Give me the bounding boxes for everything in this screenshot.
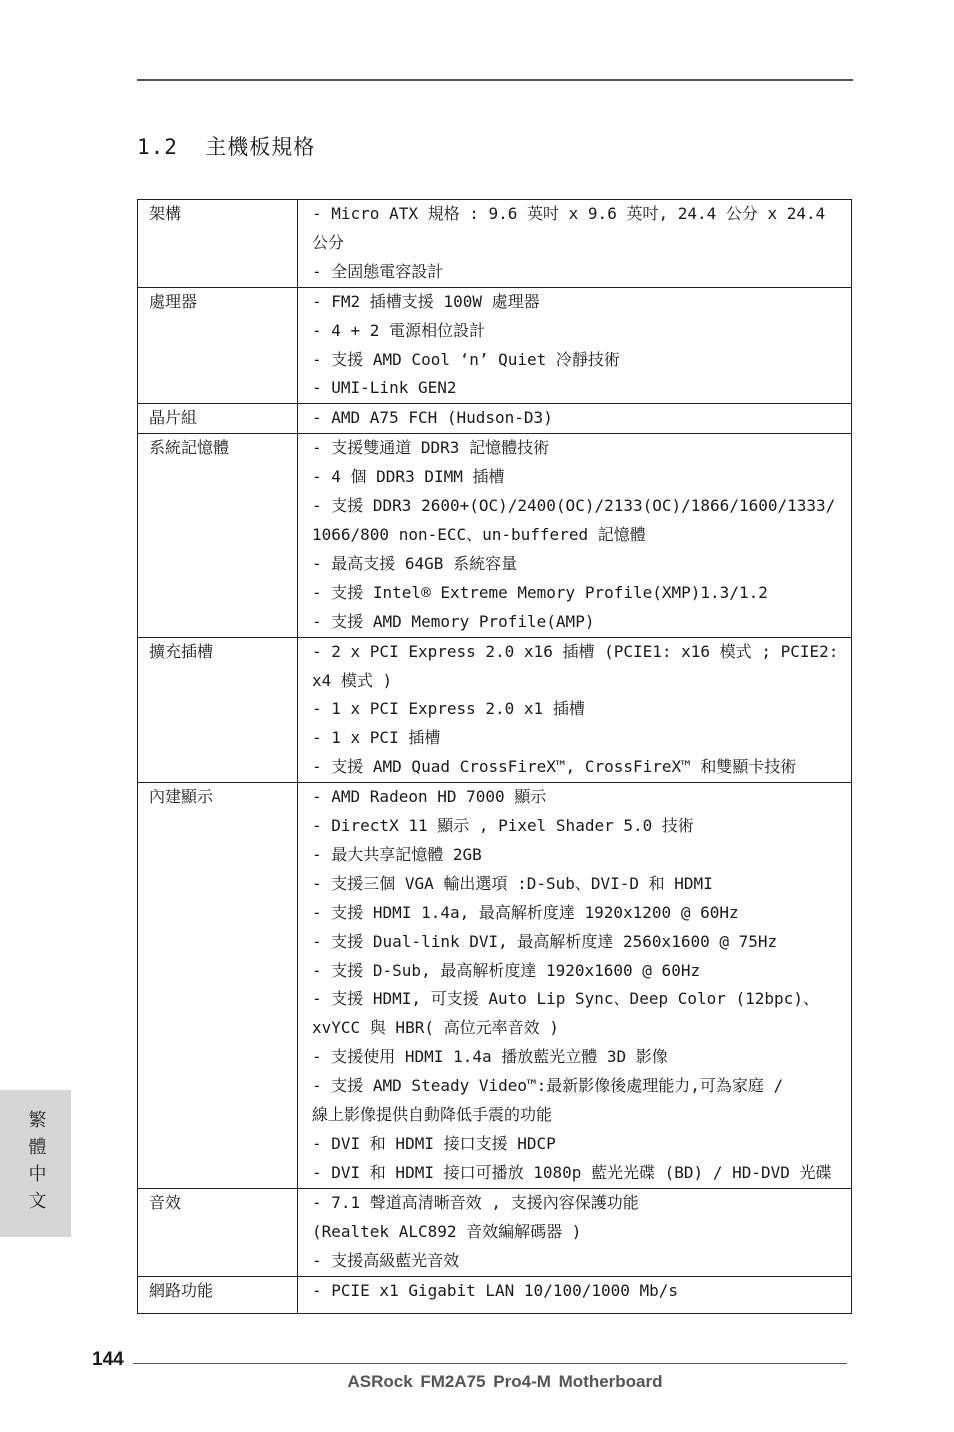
section-title: 1.2 主機板規格 <box>137 135 316 159</box>
spec-label: 音效 <box>138 1188 298 1276</box>
spec-table <box>137 199 852 1314</box>
spec-value-line: - Micro ATX 規格 : 9.6 英吋 x 9.6 英吋, 24.4 公分 x 24.4 <box>312 204 826 223</box>
spec-row <box>138 287 852 404</box>
spec-value-line: - UMI-Link GEN2 <box>312 378 457 398</box>
spec-value-line: - 支援 Intel® Extreme Memory Profile(XMP)1.3/1.2 <box>312 582 768 602</box>
spec-row <box>138 637 852 783</box>
spec-value-line: - DVI 和 HDMI 接口可播放 1080p 藍光光碟 (BD) / HD-DVD 光碟 <box>312 1162 832 1182</box>
spec-label: 內建顯示 <box>138 783 298 1189</box>
footer-rule <box>133 1363 847 1364</box>
spec-label: 網路功能 <box>138 1276 298 1314</box>
spec-value-line: - 支援 AMD Steady Video™:最新影像後處理能力,可為家庭 / <box>312 1076 784 1096</box>
spec-value-line: - 支援 HDMI, 可支援 Auto Lip Sync、Deep Color (12bpc)、 <box>312 989 819 1009</box>
spec-row <box>138 1276 852 1314</box>
spec-value-line: - 支援 DDR3 2600+(OC)/2400(OC)/2133(OC)/1866/1600/1333/ <box>312 496 836 516</box>
spec-label: 晶片組 <box>138 404 298 434</box>
spec-value-line: - 支援 D-Sub, 最高解析度達 1920x1600 @ 60Hz <box>312 960 701 980</box>
spec-value-line: - DirectX 11 顯示 , Pixel Shader 5.0 技術 <box>312 816 694 836</box>
spec-value-line: - 支援使用 HDMI 1.4a 播放藍光立體 3D 影像 <box>312 1047 668 1067</box>
spec-value-line: - PCIE x1 Gigabit LAN 10/100/1000 Mb/s <box>312 1280 679 1300</box>
spec-value-line: - 7.1 聲道高清晰音效 , 支援內容保護功能 <box>312 1192 639 1212</box>
spec-value <box>298 637 852 783</box>
spec-value-line: - 全固態電容設計 <box>312 261 444 281</box>
spec-value <box>298 404 852 434</box>
spec-value-line: - 支援 AMD Quad CrossFireX™, CrossFireX™ 和雙顯卡技術 <box>312 757 797 777</box>
side-tab-label: 繁體中文 <box>25 1109 47 1218</box>
spec-value-line: - DVI 和 HDMI 接口支援 HDCP <box>312 1134 556 1153</box>
spec-value-line: 線上影像提供自動降低手震的功能 <box>312 1105 553 1125</box>
spec-value <box>298 1276 852 1314</box>
spec-label: 擴充插槽 <box>138 637 298 783</box>
spec-value <box>298 1188 852 1276</box>
spec-label: 架構 <box>138 200 298 288</box>
spec-value-line: - 支援 HDMI 1.4a, 最高解析度達 1920x1200 @ 60Hz <box>312 902 739 922</box>
footer-title: ASRock FM2A75 Pro4-M Motherboard <box>347 1372 663 1391</box>
spec-value-line: - 4 個 DDR3 DIMM 插槽 <box>312 467 505 487</box>
spec-value-line: - 支援 AMD Cool ‘n’ Quiet 冷靜技術 <box>312 349 620 369</box>
spec-value <box>298 434 852 637</box>
spec-row <box>138 404 852 434</box>
spec-value-line: 公分 <box>312 232 345 252</box>
language-side-tab <box>0 1090 71 1237</box>
spec-row <box>138 200 852 288</box>
spec-row <box>138 783 852 1189</box>
spec-row <box>138 1188 852 1276</box>
spec-value-line: - 支援 AMD Memory Profile(AMP) <box>312 611 595 631</box>
spec-value-line: - 4 + 2 電源相位設計 <box>312 320 486 340</box>
spec-value-line: - AMD A75 FCH (Hudson-D3) <box>312 408 553 428</box>
spec-table-body <box>138 200 852 1314</box>
spec-value-line: - 支援 Dual-link DVI, 最高解析度達 2560x1600 @ 75Hz <box>312 931 778 951</box>
spec-value-line: - 支援高級藍光音效 <box>312 1250 460 1270</box>
spec-value-line: - 支援雙通道 DDR3 記憶體技術 <box>312 438 550 458</box>
spec-value-line: xvYCC 與 HBR( 高位元率音效 ) <box>312 1018 559 1038</box>
spec-value-line: x4 模式 ) <box>312 670 393 690</box>
spec-value-line: - 1 x PCI Express 2.0 x1 插槽 <box>312 699 585 719</box>
spec-value-line: - AMD Radeon HD 7000 顯示 <box>312 787 547 807</box>
header-rule <box>137 79 853 81</box>
spec-value-line: - 2 x PCI Express 2.0 x16 插槽 (PCIE1: x16 模式 ; PCIE2: <box>312 641 839 661</box>
spec-value-line: - 最高支援 64GB 系統容量 <box>312 553 518 573</box>
spec-value-line: (Realtek ALC892 音效編解碼器 ) <box>312 1221 582 1241</box>
spec-value <box>298 200 852 288</box>
spec-value-line: 1066/800 non-ECC、un-buffered 記憶體 <box>312 524 646 544</box>
spec-value-line: - FM2 插槽支援 100W 處理器 <box>312 291 540 311</box>
spec-value <box>298 783 852 1189</box>
spec-value-line: - 支援三個 VGA 輸出選項 :D-Sub、DVI-D 和 HDMI <box>312 873 713 893</box>
spec-value-line: - 最大共享記憶體 2GB <box>312 844 482 864</box>
spec-label: 系統記憶體 <box>138 434 298 637</box>
spec-label: 處理器 <box>138 287 298 404</box>
page-number: 144 <box>92 1349 124 1370</box>
spec-value <box>298 287 852 404</box>
spec-row <box>138 434 852 637</box>
spec-value-line: - 1 x PCI 插槽 <box>312 728 441 748</box>
